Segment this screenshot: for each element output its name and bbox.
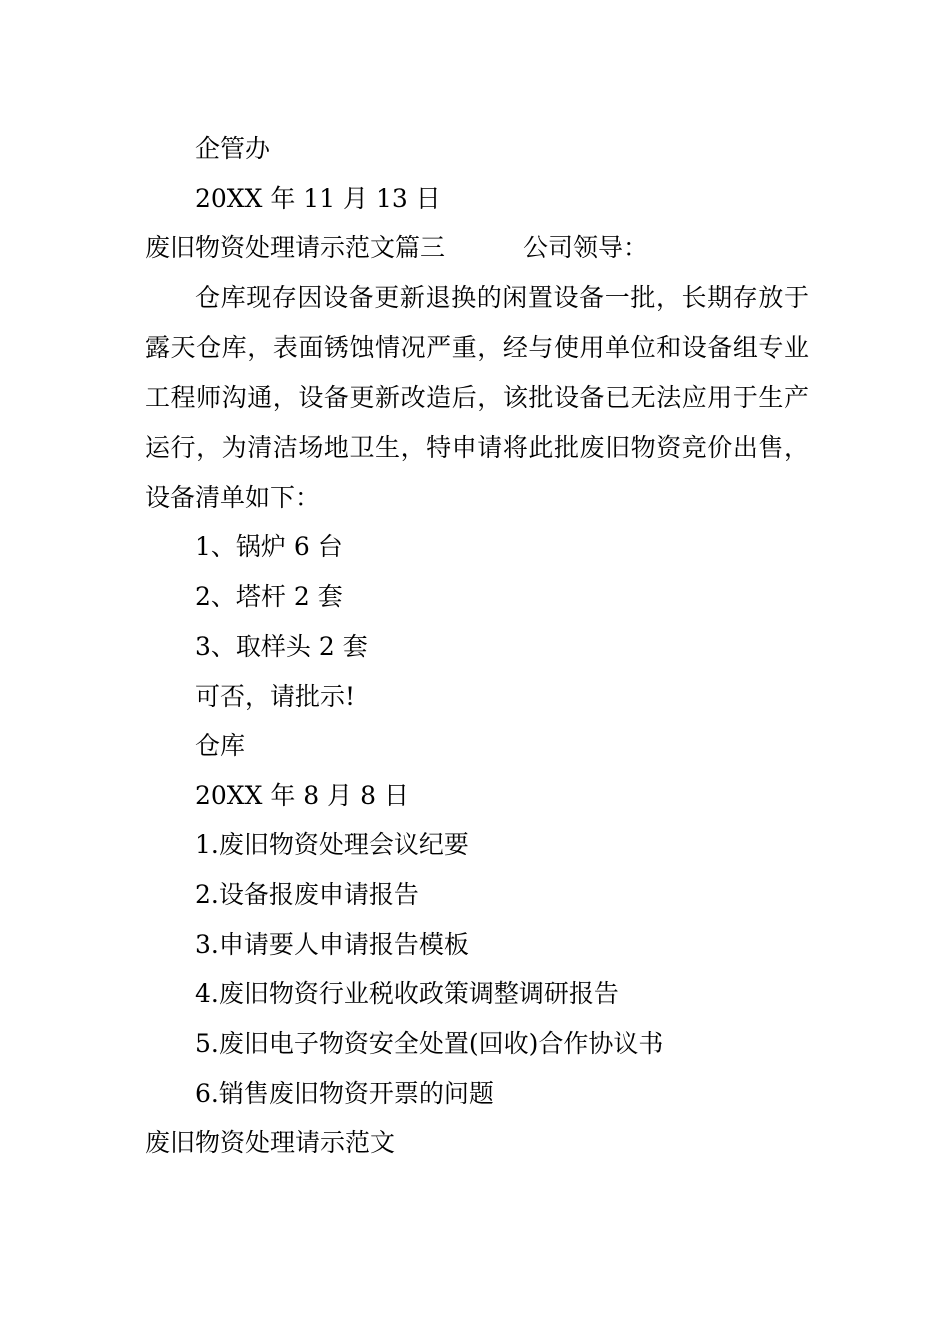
related-link-6[interactable]: 6.销售废旧物资开票的问题: [195, 1079, 494, 1108]
related-link-1[interactable]: 1.废旧物资处理会议纪要: [195, 830, 469, 859]
related-link-5[interactable]: 5.废旧电子物资安全处置(回收)合作协议书: [195, 1029, 664, 1058]
salutation: 公司领导：: [523, 233, 649, 262]
related-link-2[interactable]: 2.设备报废申请报告: [195, 880, 419, 909]
related-link-4[interactable]: 4.废旧物资行业税收政策调整调研报告: [195, 979, 619, 1008]
list-item-3: 3、取样头 2 套: [195, 632, 368, 661]
list-item-1: 1、锅炉 6 台: [195, 532, 343, 561]
sender-date: 20XX 年 8 月 8 日: [195, 781, 409, 810]
body-paragraph: 仓库现存因设备更新退换的闲置设备一批，长期存放于露天仓库，表面锈蚀情况严重，经与使用单位和设备组专业工程师沟通，设备更新改造后，该批设备已无法应用于生产运行，为清洁场地卫生，特申请将此批废旧物资竞价出售，设备清单如下：: [145, 283, 809, 512]
list-item-2: 2、塔杆 2 套: [195, 582, 343, 611]
section-heading-row: [145, 223, 820, 273]
section-title: 废旧物资处理请示范文篇三: [145, 233, 446, 262]
related-link-3[interactable]: 3.申请要人申请报告模板: [195, 930, 469, 959]
sign-date: 20XX 年 11 月 13 日: [195, 184, 441, 213]
request-line: 可否，请批示!: [195, 682, 356, 711]
sender: 仓库: [195, 731, 246, 760]
footer-title: 废旧物资处理请示范文: [145, 1128, 396, 1157]
sign-department: 企管办: [195, 134, 271, 163]
